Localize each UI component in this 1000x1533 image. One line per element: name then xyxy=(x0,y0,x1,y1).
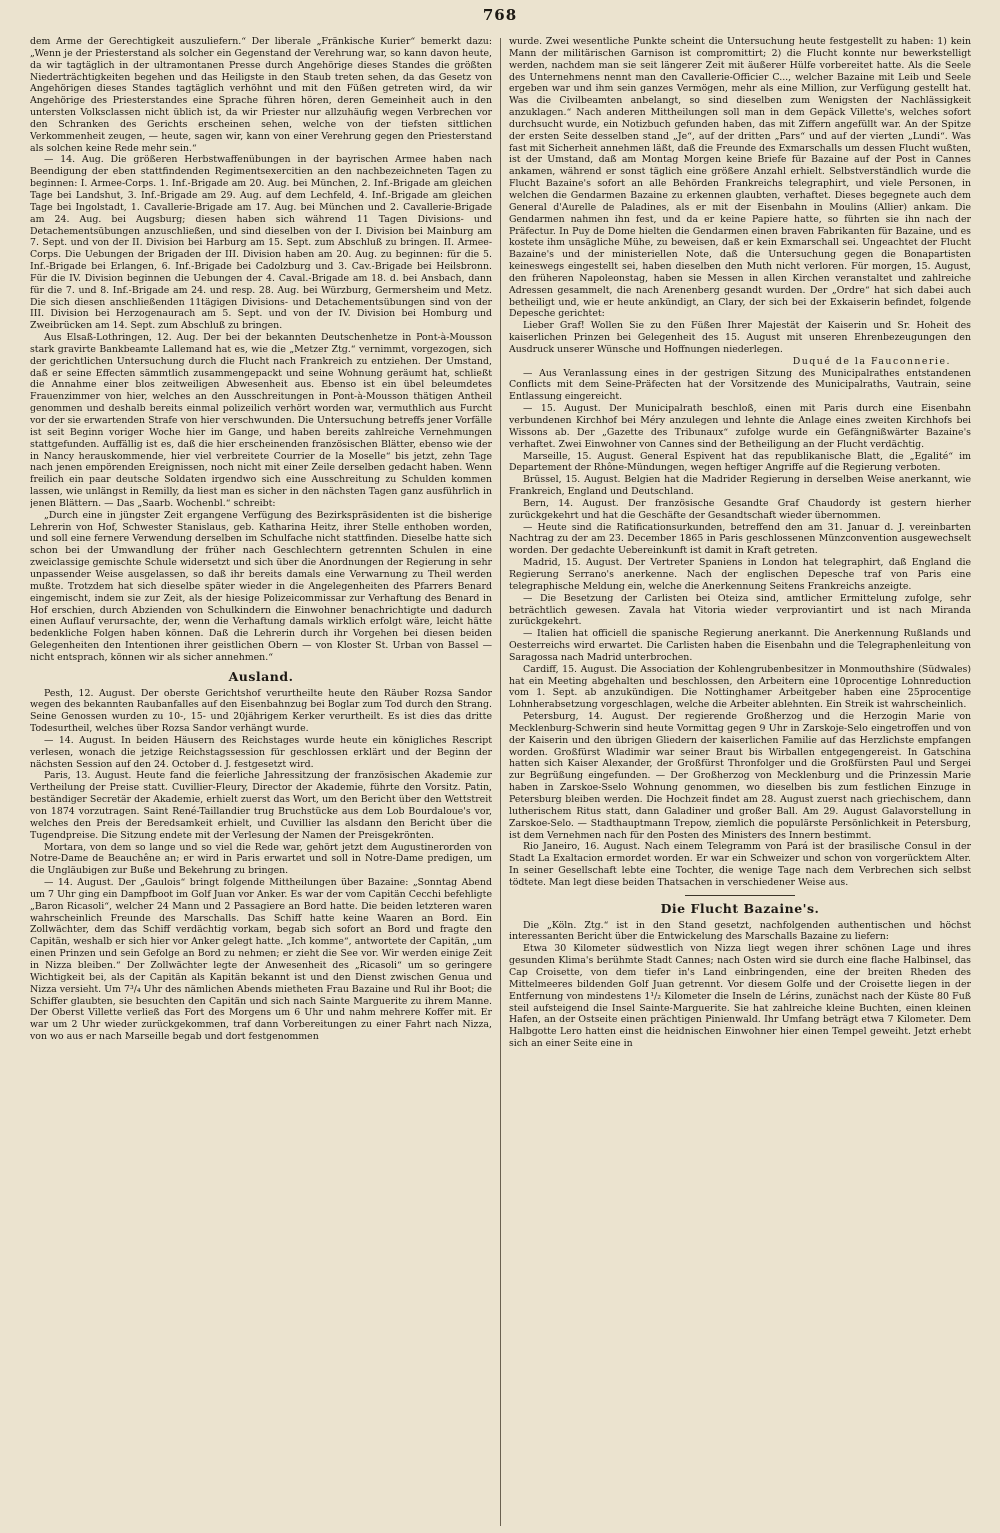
article-paragraph: — 14. August. In beiden Häusern des Reichstages wurde heute ein königliches Rescript verlesen, wonach die jetzige Reichstagssession für geschlossen erklärt und der Beginn der nächsten Session auf den 24. October d. J. festgesetzt wird. xyxy=(30,734,492,770)
article-paragraph: Paris, 13. August. Heute fand die feierliche Jahressitzung der französischen Akademie zur Vertheilung der Preise statt. Cuvillier-Fleury, Director der Akademie, führte den Vorsitz. Patin, beständiger Secretär der Akademie, erhielt zuerst das Wort, um den Bericht über den Wettstreit von 1874 vorzutragen. Saint René-Taillandier trug Bruchstücke aus dem Lob Bourdaloue's vor, welches den Preis der Beredsamkeit erhielt, und Cuvillier las alsdann den Bericht über die Tugendpreise. Die Sitzung endete mit der Verlesung der Namen der Preisgekrönten. xyxy=(30,770,492,841)
section-rule xyxy=(685,895,795,896)
article-paragraph: — 14. Aug. Die größeren Herbstwaffenübungen in der bayrischen Armee haben nach Beendigung der eben stattfindenden Regimentsexercitien an den nachbezeichneten Tagen zu beginnen: I. Armee-Corps. 1. Inf.-Brigade am 20. Aug. bei München, 2. Inf.-Brigade am gleichen Tage bei Landshut, 3. Inf.-Brigade am 29. Aug. auf dem Lechfeld, 4. Inf.-Brigade am gleichen Tage bei Ingolstadt, 1. Cavallerie-Brigade am 17. Aug. bei München und 2. Cavallerie-Brigade am 24. Aug. bei Augsburg; diesen haben sich während 11 Tagen Divisions- und Detachementsübungen anzuschließen, und sind dieselben von der I. Division bei Mainburg am 7. Sept. und von der II. Division bei Harburg am 15. Sept. zum Abschluß zu bringen. II. Armee-Corps. Die Uebungen der Brigaden der III. Division haben am 20. Aug. zu beginnen: für die 5. Inf.-Brigade bei Erlangen, 6. Inf.-Brigade bei Cadolzburg und 3. Cav.-Brigade bei Heilsbronn. Für die IV. Division beginnen die Uebungen der 4. Caval.-Brigade am 18. d. bei Ansbach, dann für die 7. und 8. Inf.-Brigade am 24. und resp. 28. Aug. bei Würzburg, Germersheim und Metz. Die sich diesen anschließenden 11tägigen Divisions- und Detachementsübungen sind von der III. Division bei Herzogenaurach am 5. Sept. und von der IV. Division bei Homburg und Zweibrücken am 14. Sept. zum Abschluß zu bringen. xyxy=(30,154,492,332)
article-paragraph: — Aus Veranlassung eines in der gestrigen Sitzung des Municipalrathes entstandenen Conflicts mit dem Seine-Präfecten hat der Vorsitzende des Municipalraths, Vautrain, seine Entlassung eingereicht. xyxy=(509,367,971,403)
quoted-dispatch: Lieber Graf! Wollen Sie zu den Füßen Ihrer Majestät der Kaiserin und Sr. Hoheit des kaiserlichen Prinzen bei Gelegenheit des 15. August mit unseren Ehrenbezeugungen den Ausdruck unserer Wünsche und Hoffnungen niederlegen. xyxy=(509,320,971,355)
article-paragraph: Cardiff, 15. August. Die Association der Kohlengrubenbesitzer in Monmouthshire (Südwales) hat ein Meeting abgehalten und beschlossen, den Arbeitern eine 10procentige Lohnreduction vom 1. Sept. ab anzukündigen. Die Nottinghamer Arbeitgeber haben eine 25procentige Lohnherabsetzung vorgeschlagen, welche die Arbeiter ablehnten. Ein Streik ist wahrscheinlich. xyxy=(509,663,971,711)
article-paragraph: wurde. Zwei wesentliche Punkte scheint die Untersuchung heute festgestellt zu haben: 1) kein Mann der militärischen Garnison ist compromittirt; 2) die Flucht konnte nur bewerkstelligt werden, nachdem man sie seit längerer Zeit mit äußerer Hülfe vorbereitet hatte. Als die Seele des Unternehmens nennt man den Cavallerie-Officier C..., welcher Bazaine mit Leib und Seele ergeben war und ihm sein ganzes Vermögen, mehr als eine Million, zur Verfügung gestellt hat. Was die Civilbeamten anbelangt, so sind dieselben zum Wenigsten der Nachlässigkeit anzuklagen.“ Nach anderen Mittheilungen soll man in dem Gepäck Villette's, welches sofort durchsucht wurde, ein Notizbuch gefunden haben, das mit Ziffern angefüllt war. An der Spitze der ersten Seite desselben stand „Je“, auf der dritten „Pars“ und auf der vierten „Lundi“. Was fast mit Sicherheit annehmen läßt, daß die Freunde des Exmarschalls um dessen Flucht wußten, ist der Umstand, daß am Montag Morgen keine Briefe für Bazaine auf der Post in Cannes ankamen, während er sonst täglich eine größere Anzahl erhielt. Selbstverständlich wurde die Flucht Bazaine's sofort an alle Behörden Frankreichs telegraphirt, und viele Personen, in welchen die Gendarmen Bazaine zu erkennen glaubten, verhaftet. Dieses begegnete auch dem General d'Aurelle de Paladines, als er mit der Eisenbahn in Moulins (Allier) ankam. Die Gendarmen nahmen ihn fest, und da er keine Papiere hatte, so führten sie ihn nach der Präfectur. In Puy de Dome hielten die Gendarmen einen braven Fabrikanten für Bazaine, und es kostete ihm unsägliche Mühe, zu beweisen, daß er kein Exmarschall sei. Ungeachtet der Flucht Bazaine's und der ministeriellen Note, daß die Untersuchung gegen die Bonapartisten keineswegs eingestellt sei, haben dieselben den Muth nicht verloren. Für morgen, 15. August, den früheren Napoleonstag, haben sie Messen in allen Kirchen veranstaltet und zahlreiche Adressen gesammelt, die nach Arenenberg gesandt wurden. Der „Ordre“ hat sich dabei auch betheiligt und, wie er heute ankündigt, an Clary, der sich bei der Exkaiserin befindet, folgende Depesche gerichtet: xyxy=(509,36,971,320)
article-paragraph: Rio Janeiro, 16. August. Nach einem Telegramm von Pará ist der brasilische Consul in der Stadt La Exaltacion ermordet worden. Er war ein Schweizer und schon von vorgerücktem Alter. In seiner Gesellschaft lebte eine Tochter, die wenige Tage nach dem Verbrechen sich selbst tödtete. Man legt diese beiden Thatsachen in verschiedener Weise aus. xyxy=(509,841,971,888)
article-paragraph: Aus Elsaß-Lothringen, 12. Aug. Der bei der bekannten Deutschenhetze in Pont-à-Mousson stark gravirte Bankbeamte Lallemand hat es, wie die „Metzer Ztg.“ vernimmt, vorgezogen, sich der gerichtlichen Untersuchung durch die Flucht nach Frankreich zu entziehen. Der Umstand, daß er seine Effecten sämmtlich zusammengepackt und seine Wohnung geräumt hat, schließt die Annahme einer blos zeitweiligen Abwesenheit aus. Ebenso ist ein übel beleumdetes Frauenzimmer von hier, welches an den Ausschreitungen in Pont-à-Mousson thätigen Antheil genommen und deshalb bereits einmal polizeilich verhört worden war, vermuthlich aus Furcht vor der sie erwartenden Strafe von hier verschwunden. Die Untersuchung betreffs jener Vorfälle ist seit Beginn voriger Woche hier im Gange, und haben bereits zahlreiche Vernehmungen stattgefunden. Auffällig ist es, daß die hier erscheinenden französischen Blätter, ebenso wie der in Nancy herauskommende, hier viel verbreitete Courrier de la Moselle“ bis jetzt, zehn Tage nach jenen empörenden Ereignissen, noch nicht mit einer Zeile derselben gedacht haben. Wenn freilich ein paar deutsche Soldaten irgendwo sich eine Ausschreitung zu Schulden kommen lassen, wie unlängst in Remilly, da liest man es sicher in den nächsten Tagen ganz ausführlich in jenen Blättern. — Das „Saarb. Wochenbl.“ schreibt: xyxy=(30,332,492,509)
right-column xyxy=(509,36,971,1526)
left-column xyxy=(30,36,492,1526)
article-paragraph: Madrid, 15. August. Der Vertreter Spaniens in London hat telegraphirt, daß England die Regierung Serrano's anerkenne. Nach der englischen Depesche traf von Paris eine telegraphische Meldung ein, welche die Anerkennung Seitens Frankreichs anzeigte. xyxy=(509,557,971,592)
article-paragraph: Bern, 14. August. Der französische Gesandte Graf Chaudordy ist gestern hierher zurückgekehrt und hat die Geschäfte der Gesandtschaft wieder übernommen. xyxy=(509,497,971,521)
page-number: 768 xyxy=(482,6,518,24)
dispatch-signature: Duqué de la Fauconnerie. xyxy=(792,355,951,367)
article-paragraph: Petersburg, 14. August. Der regierende Großherzog und die Herzogin Marie von Mecklenburg-Schwerin sind heute Vormittag gegen 9 Uhr in Zarskoje-Selo eingetroffen und von der Kaiserin und den übrigen Gliedern der kaiserlichen Familie auf das Herzlichste empfangen worden. Großfürst Wladimir war seiner Braut bis Wirballen entgegengereist. In Gatschina hatten sich Kaiser Alexander, der Großfürst Thronfolger und die Großfürsten Paul und Sergei zur Begrüßung eingefunden. — Der Großherzog von Mecklenburg und die Prinzessin Marie haben in Zarskoe-Sselo Wohnung genommen, wo dieselben bis zum festlichen Einzuge in Petersburg bleiben werden. Die Hochzeit findet am 28. August zuerst nach griechischem, dann lutherischem Ritus statt, dann Galadiner und großer Ball. Am 29. August Galavorstellung in Zarskoe-Selo. — Stadthauptmann Trepow, ziemlich die populärste Persönlichkeit in Petersburg, ist dem Vernehmen nach für den Posten des Ministers des Innern bestimmt. xyxy=(509,711,971,841)
article-paragraph: dem Arme der Gerechtigkeit auszuliefern.“ Der liberale „Fränkische Kurier“ bemerkt dazu: „Wenn je der Priesterstand als solcher ein Gegenstand der Verehrung war, so kann davon heute, da wir tagtäglich in der ultramontanen Presse durch Angehörige dieses Standes die größten Niederträchtigkeiten begehen und das Heiligste in den Staub treten sehen, da das Gesetz von Angehörigen dieses Standes tagtäglich verhöhnt und mit den Füßen getreten wird, da wir Angehörige des Priesterstandes eine Sprache führen hören, deren Gemeinheit auch in den untersten Volksclassen nicht üblich ist, da wir Priester nur allzuhäufig wegen Verbrechen vor den Schranken des Gerichts erscheinen sehen, welche von der tiefsten sittlichen Verkommenheit zeugen, — heute, sagen wir, kann von einer Verehrung gegen den Priesterstand als solchen keine Rede mehr sein.“ xyxy=(30,36,492,154)
article-paragraph: Marseille, 15. August. General Espivent hat das republikanische Blatt, die „Egalité“ im Departement der Rhône-Mündungen, wegen heftiger Angriffe auf die Regierung verboten. xyxy=(509,450,971,474)
section-heading-ausland: Ausland. xyxy=(228,668,294,684)
article-paragraph: — 14. August. Der „Gaulois“ bringt folgende Mittheilungen über Bazaine: „Sonntag Abend um 7 Uhr ging ein Dampfboot im Golf Juan vor Anker. Es war der vom Capitän Cecchi befehligte „Baron Ricasoli“, welcher 24 Mann und 2 Passagiere an Bord hatte. Die beiden letzteren waren wahrscheinlich Freunde des Marschalls. Das Schiff hatte keine Waaren an Bord. Ein Zollwächter, dem das Schiff verdächtig vorkam, begab sich sofort an Bord und fragte den Capitän, weshalb er sich hier vor Anker gelegt hatte. „Ich komme“, antwortete der Capitän, „um einen Prinzen und sein Gefolge an Bord zu nehmen; er zieht die See vor. Wir werden einige Zeit in Nizza bleiben.“ Der Zollwächter legte der Anwesenheit des „Ricasoli“ um so geringere Wichtigkeit bei, als der Capitän als Kapitän bekannt ist und den Dienst zwischen Genua und Nizza versieht. Um 7³/₄ Uhr des nämlichen Abends mietheten Frau Bazaine und Rul ihr Boot; die Schiffer glaubten, sie besuchten den Capitän und sich nach Sainte Marguerite zu ihrem Manne. Der Oberst Villette verließ das Fort des Morgens um 6 Uhr und nahm mehrere Koffer mit. Er war um 2 Uhr wieder zurückgekommen, traf dann Vorbereitungen zu einer Fahrt nach Nizza, von wo aus er nach Marseille begab und dort festgenommen xyxy=(30,877,492,1043)
article-paragraph: — Heute sind die Ratificationsurkunden, betreffend den am 31. Januar d. J. vereinbarten Nachtrag zu der am 23. December 1865 in Paris geschlossenen Münzconvention ausgewechselt worden. Der gedachte Uebereinkunft ist damit in Kraft getreten. xyxy=(509,521,971,557)
article-paragraph: Mortara, von dem so lange und so viel die Rede war, gehört jetzt dem Augustinerorden von Notre-Dame de Beauchêne an; er wird in Paris erwartet und soll in Notre-Dame predigen, um die Ungläubigen zur Buße und Bekehrung zu bringen. xyxy=(30,841,492,877)
quoted-paragraph: „Durch eine in jüngster Zeit ergangene Verfügung des Bezirkspräsidenten ist die bisherige Lehrerin von Hof, Schwester Stanislaus, geb. Katharina Heitz, ihrer Stelle enthoben worden, und soll eine fernere Verwendung derselben im Schulfache nicht stattfinden. Dieselbe hatte sich schon bei der Umwandlung der früher nach Geschlechtern getrennten Schulen in eine zweiclassige gemischte Schule widersetzt und sich über die Anordnungen der Regierung in sehr unpassender Weise ausgelassen, so daß ihr bereits damals eine Verwarnung zu Theil werden mußte. Trotzdem hat sich dieselbe später wieder in die Angelegenheiten des Pfarrers Benard eingemischt, indem sie zur Zeit, als der hiesige Polizeicommissar zur Verhaftung des Benard in Hof erschien, durch Abzienden von Schulkindern die Einwohner benachrichtigte und dadurch einen Auflauf verursachte, der, wenn die Verhaftung damals wirklich erfolgt wäre, leicht hätte bedenkliche Folgen haben können. Daß die Lehrerin durch ihr Vorgehen bei diesen beiden Gelegenheiten den Intentionen ihrer geistlichen Obern — von Kloster St. Urban von Bassel — nicht entsprach, können wir als sicher annehmen.“ xyxy=(30,509,492,663)
article-paragraph: — Die Besetzung der Carlisten bei Oteiza sind, amtlicher Ermittelung zufolge, sehr beträchtlich gewesen. Zavala hat Vitoria wieder verproviantirt und ist nach Miranda zurückgekehrt. xyxy=(509,592,971,628)
article-paragraph: Brüssel, 15. August. Belgien hat die Madrider Regierung in derselben Weise anerkannt, wie Frankreich, England und Deutschland. xyxy=(509,474,971,498)
article-paragraph: — Italien hat officiell die spanische Regierung anerkannt. Die Anerkennung Rußlands und Oesterreichs wird erwartet. Die Carlisten haben die Eisenbahn und die Telegraphenleitung von Saragossa nach Madrid unterbrochen. xyxy=(509,628,971,663)
article-paragraph: Etwa 30 Kilometer südwestlich von Nizza liegt wegen ihrer schönen Lage und ihres gesunden Klima's berühmte Stadt Cannes; nach Osten wird sie durch eine flache Halbinsel, das Cap Croisette, von dem tiefer in's Land einbringenden, eine der breiten Rheden des Mittelmeeres bildenden Golf Juan getrennt. Vor diesem Golfe und der Croisette liegen in der Entfernung von mindestens 1¹/₂ Kilometer die Inseln de Lérins, zunächst nach der Küste 80 Fuß steil aufsteigend die Insel Sainte-Marguerite. Sie hat zahlreiche kleine Buchten, einen kleinen Hafen, an der Ostseite einen prächtigen Pinienwald. Ihr Umfang beträgt etwa 7 Kilometer. Dem Halbgotte Lero hatten einst die heidnischen Einwohner hier einen Tempel geweiht. Jetzt erhebt sich an einer Seite eine in xyxy=(509,943,971,1050)
article-paragraph: Die „Köln. Ztg.“ ist in den Stand gesetzt, nachfolgenden authentischen und höchst interessanten Bericht über die Entwickelung des Marschalls Bazaine zu liefern: xyxy=(509,919,971,943)
column-divider xyxy=(500,38,501,1526)
article-paragraph: — 15. August. Der Municipalrath beschloß, einen mit Paris durch eine Eisenbahn verbundenen Kirchhof bei Méry anzulegen und lehnte die Anlage eines zweiten Kirchhofs bei Wissons ab. Der „Gazette des Tribunaux“ zufolge wurde ein Gefängnißwärter Bazaine's verhaftet. Zwei Einwohner von Cannes sind der Betheiligung an der Flucht verdächtig. xyxy=(509,403,971,450)
section-heading-flucht: Die Flucht Bazaine's. xyxy=(660,900,820,916)
article-paragraph: Pesth, 12. August. Der oberste Gerichtshof verurtheilte heute den Räuber Rozsa Sandor wegen des bekannten Raubanfalles auf den Eisenbahnzug bei Boglar zum Tod durch den Strang. Seine Genossen wurden zu 10-, 15- und 20jährigem Kerker verurtheilt. Es ist dies das dritte Todesurtheil, welches über Rozsa Sandor verhängt wurde. xyxy=(30,687,492,735)
